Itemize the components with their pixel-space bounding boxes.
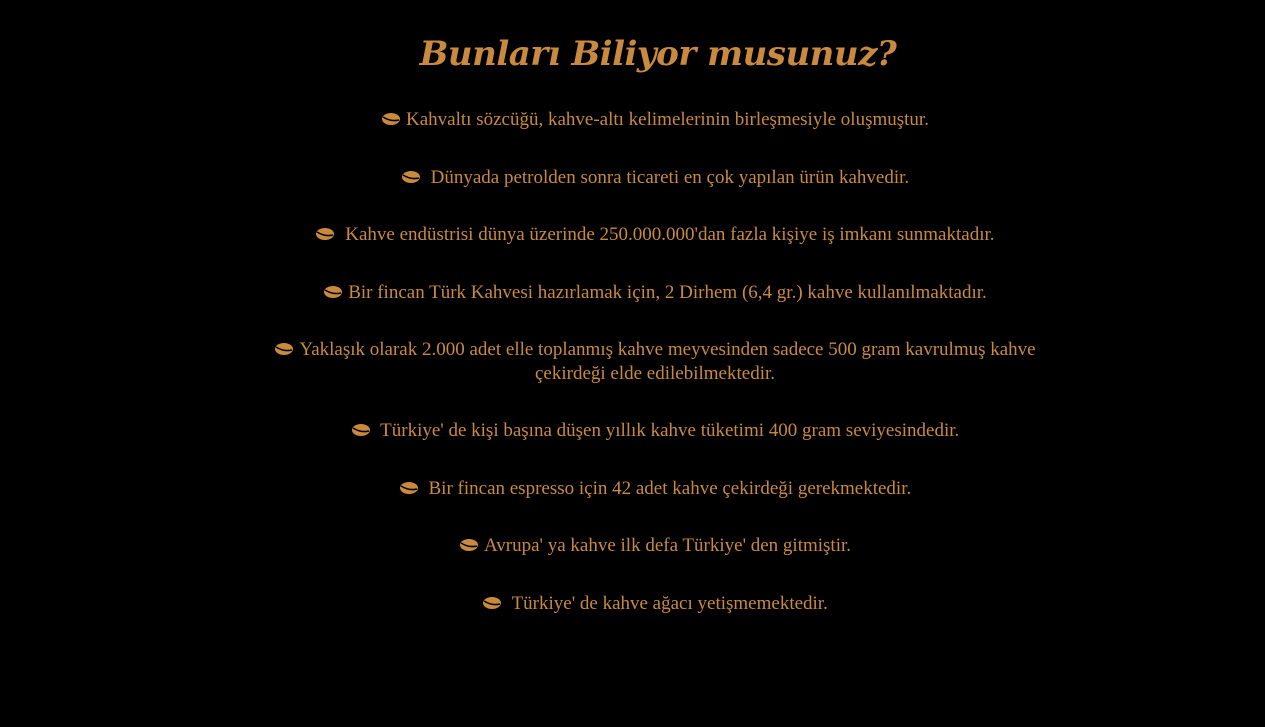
coffee-bean-icon [381, 112, 401, 126]
fact-text: Türkiye' de kişi başına düşen yıllık kahve tüketimi 400 gram seviyesindedir. [380, 420, 960, 441]
fact-text: Türkiye' de kahve ağacı yetişmemektedir. [511, 592, 828, 614]
coffee-bean-icon [351, 423, 371, 437]
fact-item [0, 592, 1265, 616]
fact-text: Kahvaltı sözcüğü, kahve-altı kelimelerinin birleşmesiyle oluşmuştur. [406, 109, 929, 130]
coffee-bean-icon [274, 342, 294, 356]
coffee-bean-icon [482, 596, 502, 610]
coffee-bean-icon [323, 285, 343, 299]
fact-text: Dünyada petrolden sonra ticareti en çok yapılan ürün kahvedir. [430, 166, 910, 188]
fact-item [0, 166, 1265, 190]
fact-text: Avrupa' ya kahve ilk defa Türkiye' den gitmiştir. [483, 535, 852, 556]
fact-item [0, 281, 1265, 305]
fact-text: Bir fincan espresso için 42 adet kahve çekirdeği gerekmektedir. [428, 477, 912, 499]
fact-item [0, 419, 1265, 443]
fact-item [0, 338, 1265, 386]
page-title: Bunları Biliyor musunuz? [419, 34, 897, 74]
fact-item [0, 108, 1265, 132]
facts-list [0, 108, 1265, 649]
fact-text: Yaklaşık olarak 2.000 adet elle toplanmış kahve meyvesinden sadece 500 gram kavrulmuş kahve çekirdeği elde edilebilmektedir. [299, 339, 1036, 384]
coffee-bean-icon [315, 227, 335, 241]
fact-text: Bir fincan Türk Kahvesi hazırlamak için, 2 Dirhem (6,4 gr.) kahve kullanılmaktadır. [348, 281, 987, 303]
fact-item [0, 477, 1265, 501]
coffee-bean-icon [401, 170, 421, 184]
fact-item [0, 223, 1265, 247]
coffee-bean-icon [399, 481, 419, 495]
coffee-bean-icon [459, 538, 479, 552]
fact-text: Kahve endüstrisi dünya üzerinde 250.000.000'dan fazla kişiye iş imkanı sunmaktadır. [345, 224, 995, 245]
fact-item [0, 534, 1265, 558]
